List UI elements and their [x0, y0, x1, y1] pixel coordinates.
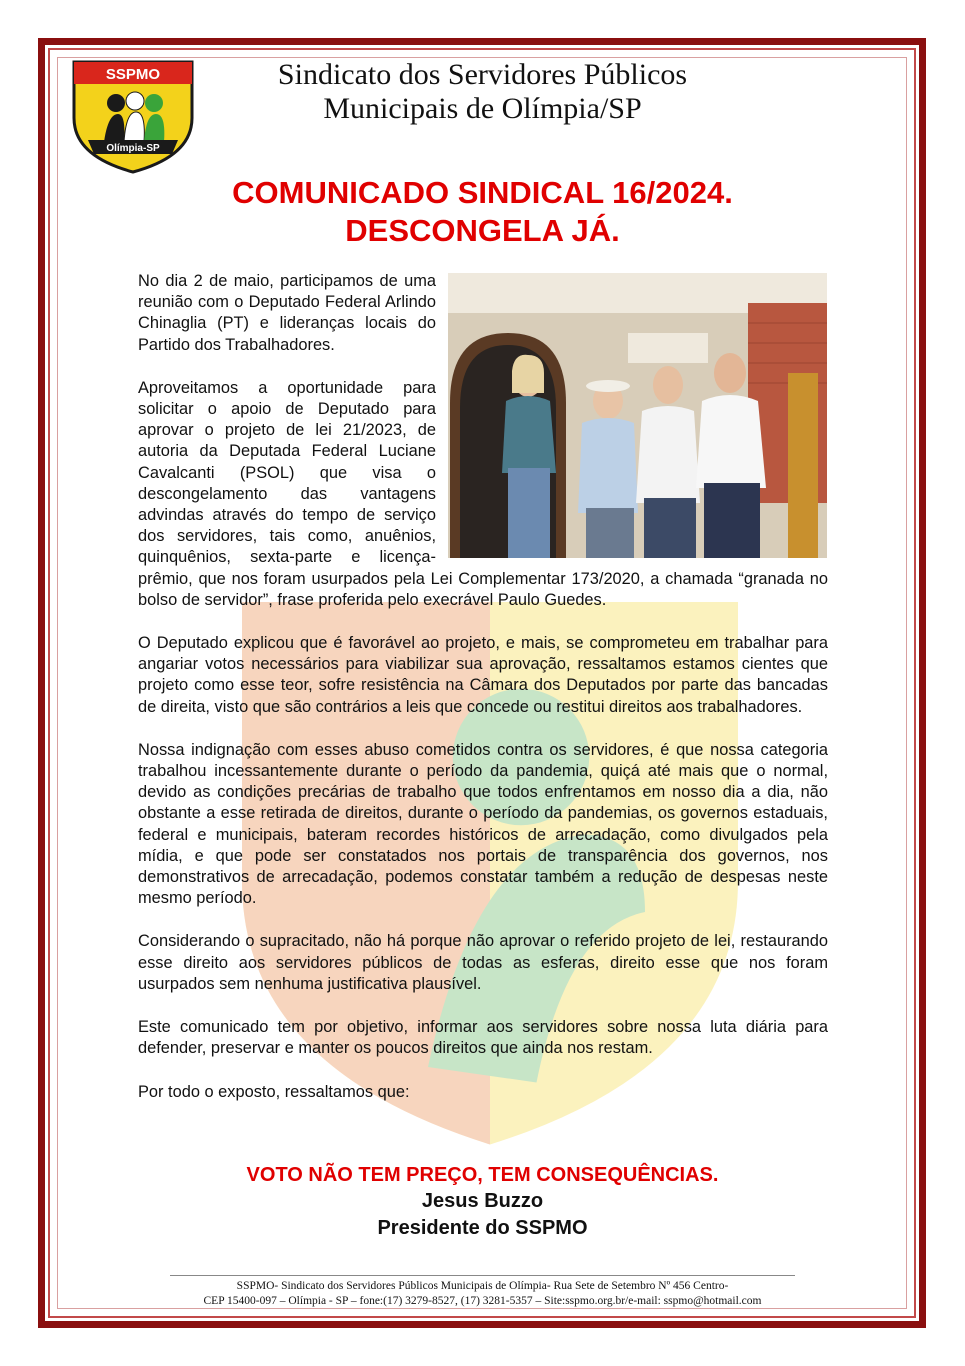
slogan: VOTO NÃO TEM PREÇO, TEM CONSEQUÊNCIAS.	[246, 1164, 719, 1186]
union-header	[200, 58, 765, 126]
footer-divider	[170, 1275, 795, 1276]
logo-bottom-text: Olímpia-SP	[106, 143, 160, 154]
signatory-role: Presidente do SSPMO	[377, 1217, 588, 1239]
paragraph-2: Aproveitamos a oportunidade para solicitar o apoio de Deputado para aprovar o projeto de lei 21/2023, de autoria da Deputada Federal Luciane Cavalcanti (PSOL) que visa o descongelamento das vantagens advindas através do tempo de serviço dos servidores, tais como, anuênios, quinquênios, sexta-parte e licença-prêmio, que nos foram usurpados pela Lei Complementar 173/2020, a chamada “granada no bolso de servidor”, frase proferida pelo execrável Paulo Guedes.	[138, 378, 828, 609]
footer-line-1: SSPMO- Sindicato dos Servidores Públicos Municipais de Olímpia- Rua Sete de Setembro Nº 456 Centro-	[236, 1280, 729, 1292]
paragraph-1: No dia 2 de maio, participamos de uma reunião com o Deputado Federal Arlindo Chinaglia (PT) e lideranças locais do Partido dos Trabalhadores.	[138, 272, 436, 354]
sspmo-logo	[68, 56, 198, 176]
title-line-2: DESCONGELA JÁ.	[345, 213, 620, 248]
paragraph-5: Considerando o supracitado, não há porque não aprovar o referido projeto de lei, restaurando esse direito aos servidores públicos de todas as esferas, direito esse que nos foram usurpados sem nenhuma justificativa plausível.	[138, 932, 828, 993]
paragraph-3: O Deputado explicou que é favorável ao projeto, e mais, se comprometeu em trabalhar para angariar votos necessários para viabilizar sua aprovação, ressaltamos estamos cientes que projeto como esse teor, sofre resistência na Câmara dos Deputados por parte das bancadas de direita, visto que são contrários a leis que concede ou restitui direitos aos trabalhadores.	[138, 634, 828, 716]
header-line-1: Sindicato dos Servidores Públicos	[277, 58, 688, 91]
document-title	[100, 174, 865, 250]
paragraph-7: Por todo o exposto, ressaltamos que:	[138, 1082, 410, 1101]
body-text	[138, 271, 828, 1125]
logo-top-text: SSPMO	[105, 66, 161, 83]
footer	[100, 1279, 865, 1309]
signatory-name: Jesus Buzzo	[421, 1190, 544, 1212]
header-line-2: Municipais de Olímpia/SP	[323, 92, 642, 125]
title-line-1: COMUNICADO SINDICAL 16/2024.	[232, 175, 733, 210]
paragraph-4: Nossa indignação com esses abuso cometidos contra os servidores, é que nossa categoria trabalhou incessantemente durante o período da pandemia, quiçá até mais que o normal, devido as condições precárias de trabalho que todos enfrentamos em nosso dia a dia, não obstante a esse retirada de direitos, durante o período da pandemias, os governos estaduais, federal e municipais, bateram recordes históricos de arrecadação, como divulgados pela mídia, e que pode ser constatados nos portais de transparência dos governos, nos demonstrativos de arrecadação, podemos constatar também a redução de despesas neste mesmo período.	[138, 740, 828, 908]
footer-line-2: CEP 15400-097 – Olímpia - SP – fone:(17) 3279-8527, (17) 3281-5357 – Site:sspmo.org.br/e-mail: sspmo@hotmail.com	[203, 1295, 762, 1307]
closing-block	[100, 1162, 865, 1242]
paragraph-6: Este comunicado tem por objetivo, informar aos servidores sobre nossa luta diária para defender, preservar e manter os poucos direitos que ainda nos restam.	[138, 1018, 828, 1058]
photo-spacer	[436, 271, 828, 563]
